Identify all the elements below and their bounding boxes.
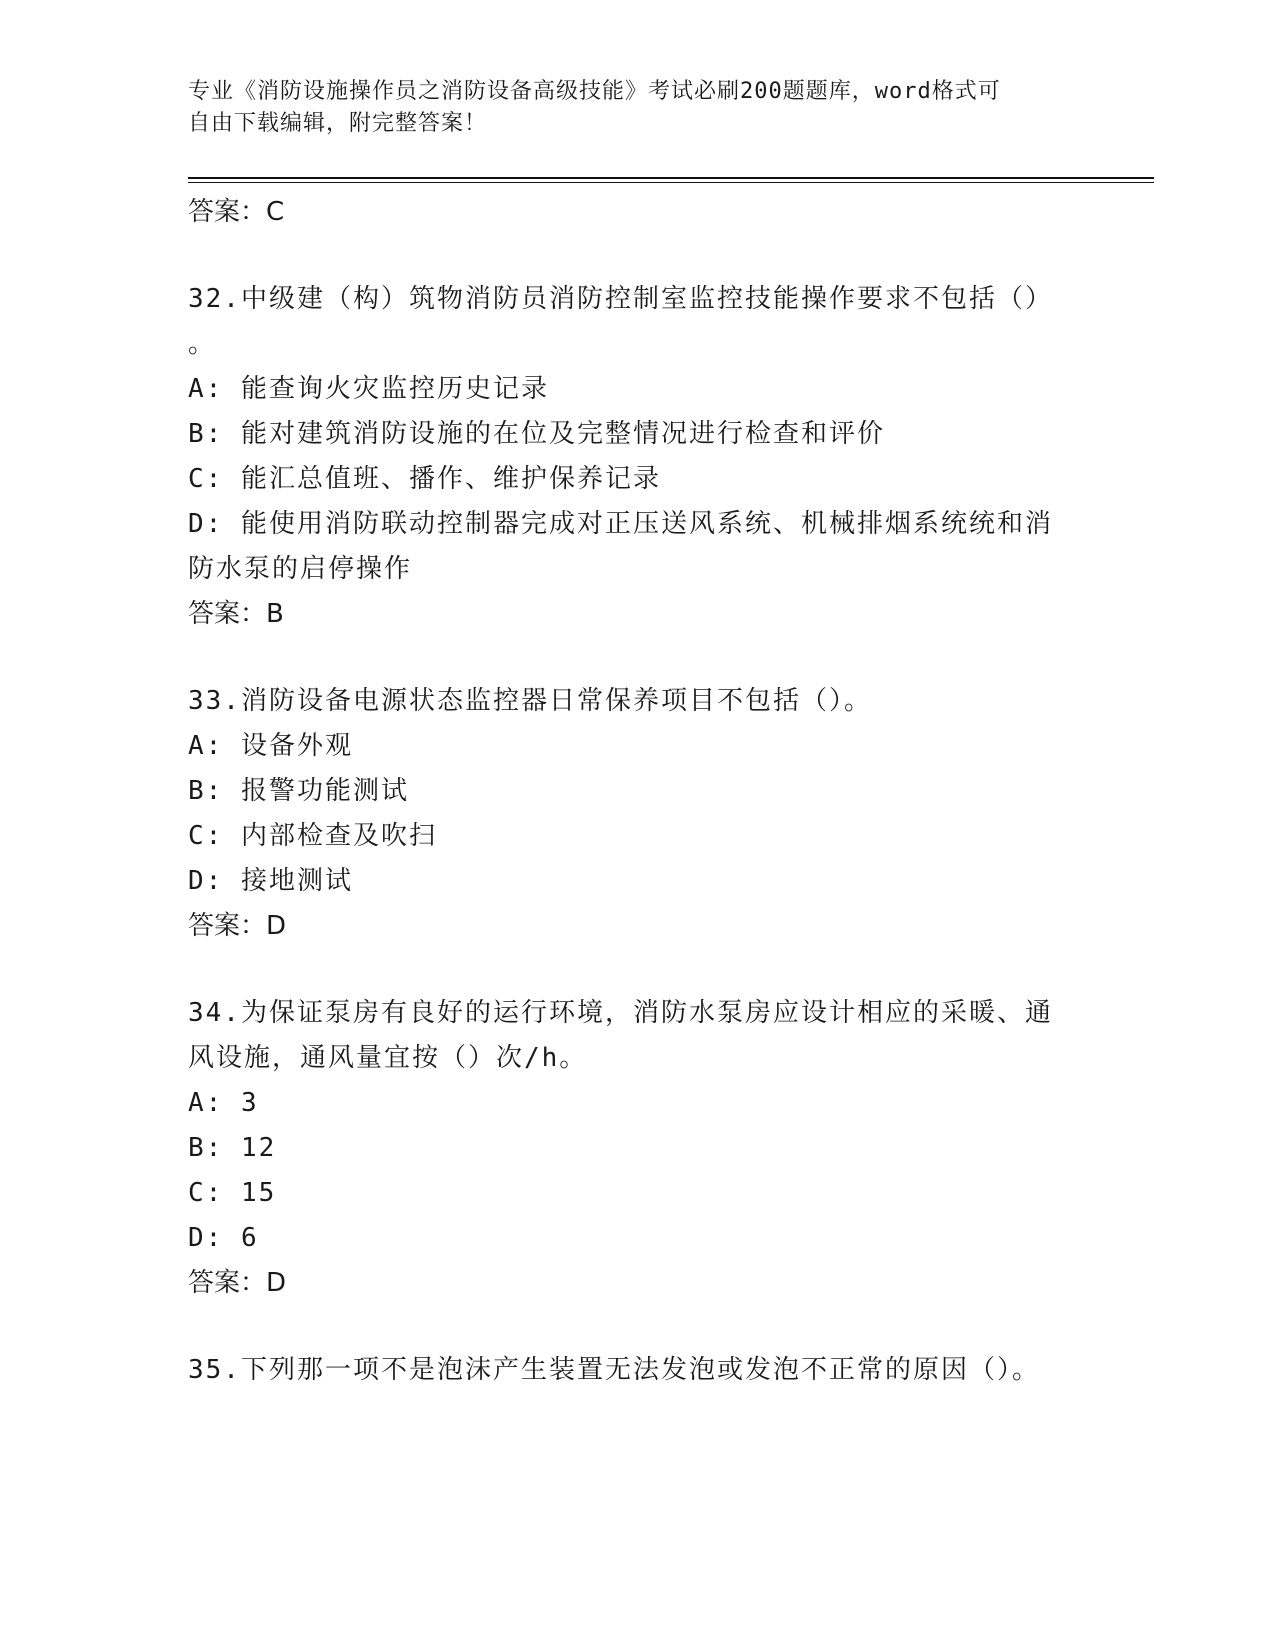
question-stem: 。	[188, 329, 217, 359]
option-text: C: 内部检查及吹扫	[188, 821, 437, 851]
answer-value: C	[266, 197, 285, 227]
question-stem: 风设施，通风量宜按（）次/h。	[188, 1043, 588, 1073]
question-stem: 35.下列那一项不是泡沫产生装置无法发泡或发泡不正常的原因（）。	[188, 1355, 1040, 1385]
header-rule-thin	[188, 182, 1154, 183]
option-text: C: 15	[188, 1178, 277, 1208]
option-text: D: 能使用消防联动控制器完成对正压送风系统、机械排烟系统统和消	[188, 509, 1053, 539]
spacer	[188, 636, 1088, 679]
question-block	[188, 679, 1088, 948]
option-text: B: 12	[188, 1133, 277, 1163]
answer-line	[188, 1261, 1088, 1305]
answer-label: 答案：	[188, 599, 267, 629]
question-block	[188, 991, 1088, 1305]
answer-line	[188, 190, 1088, 234]
option-text: B: 报警功能测试	[188, 776, 409, 806]
answer-line	[188, 904, 1088, 948]
answer-value: D	[266, 911, 287, 941]
answer-line	[188, 592, 1088, 636]
answer-value: B	[266, 599, 284, 629]
question-list	[188, 190, 1088, 1393]
document-header	[188, 76, 1088, 140]
answer-label: 答案：	[188, 1268, 267, 1298]
answer-label: 答案：	[188, 911, 267, 941]
question-stem: 32.中级建（构）筑物消防员消防控制室监控技能操作要求不包括（）	[188, 284, 1053, 314]
spacer	[188, 948, 1088, 991]
option-text: 防水泵的启停操作	[188, 554, 413, 584]
header-line-2: 自由下载编辑，附完整答案！	[188, 111, 488, 136]
option-text: D: 6	[188, 1223, 259, 1253]
question-block	[188, 1348, 1088, 1393]
option-text: B: 能对建筑消防设施的在位及完整情况进行检查和评价	[188, 419, 885, 449]
spacer	[188, 234, 1088, 277]
option-text: A: 设备外观	[188, 731, 353, 761]
option-text: D: 接地测试	[188, 866, 353, 896]
option-text: A: 能查询火灾监控历史记录	[188, 374, 549, 404]
header-line-1: 专业《消防设施操作员之消防设备高级技能》考试必刷200题题库，word格式可	[188, 79, 1001, 104]
question-block	[188, 277, 1088, 636]
spacer	[188, 1305, 1088, 1348]
option-text: A: 3	[188, 1088, 259, 1118]
header-rule	[188, 177, 1154, 179]
question-stem: 34.为保证泵房有良好的运行环境，消防水泵房应设计相应的采暖、通	[188, 998, 1053, 1028]
question-stem: 33.消防设备电源状态监控器日常保养项目不包括（）。	[188, 686, 872, 716]
option-text: C: 能汇总值班、播作、维护保养记录	[188, 464, 661, 494]
answer-value: D	[266, 1268, 287, 1298]
answer-label: 答案：	[188, 197, 267, 227]
